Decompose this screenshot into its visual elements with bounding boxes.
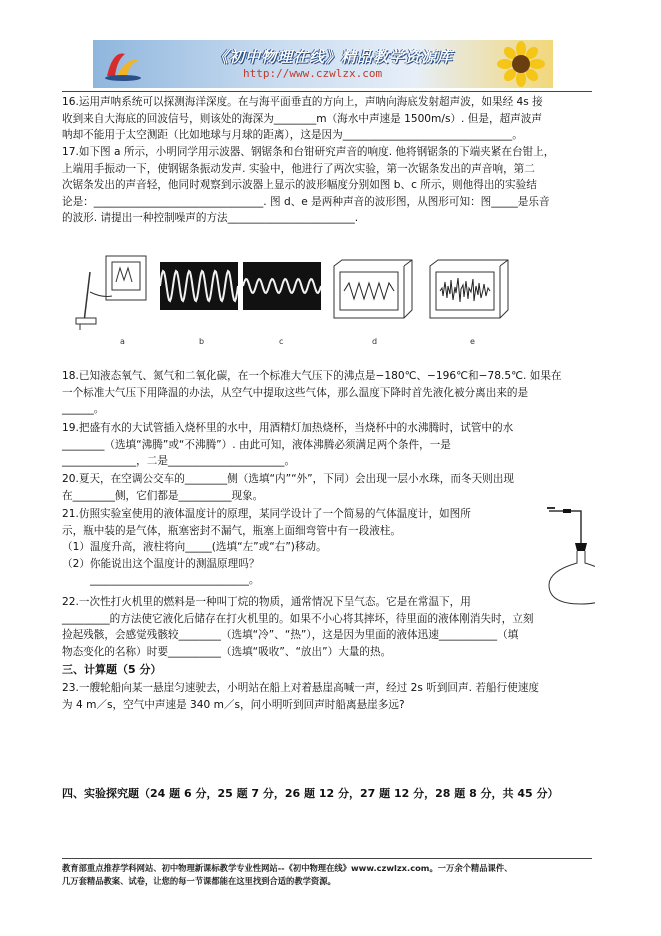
q17-line-2: 上端用手振动一下，使钢锯条振动发声. 实验中，他进行了两次实验，第一次锯条发出的声音响，第二	[62, 162, 535, 175]
q19-line-2: ________（选填“沸腾”或“不沸腾”）. 由此可知，液体沸腾必须满足两个条件，一是	[62, 438, 451, 451]
q20-line-1: 20.夏天，在空调公交车的________侧（选填“内”“外”，下同）会出现一层小水珠，而冬天则出现	[62, 473, 514, 485]
header-title: 《初中物理在线》精品教学资源库	[213, 48, 454, 66]
header-url: http://www.czwlzx.com	[243, 67, 383, 80]
q21-line-4: （2）你能说出这个温度计的测温原理吗？	[62, 557, 260, 570]
question-17	[62, 144, 584, 227]
question-22	[62, 594, 584, 660]
q16-line-3: 呐却不能用于太空测距（比如地球与月球的距离），这是因为________________________________。	[62, 129, 523, 142]
q19-line-1: 19.把盛有水的大试管插入烧杯里的水中，用酒精灯加热烧杯，当烧杯中的水沸腾时，试管中的水	[62, 422, 514, 434]
figure-d-music-wave	[332, 258, 414, 320]
q23-line-2: 为 4 m／s，空气中声速是 340 m／s，问小明听到回声时船离悬崖多远?	[62, 698, 405, 711]
q22-line-1: 22.一次性打火机里的燃料是一种叫丁烷的物质，通常情况下呈气态。它是在常温下，用	[62, 596, 471, 608]
sunflower-icon	[491, 41, 551, 87]
figure-a-oscilloscope-saw	[72, 252, 152, 332]
question-20	[62, 471, 584, 504]
q23-line-1: 23.一艘轮船向某一悬崖匀速驶去，小明站在船上对着悬崖高喊一声，经过 2s 听到回声. 若船行使速度	[62, 682, 539, 694]
site-logo-icon	[103, 46, 143, 82]
q16-line-2: 收到来自大海底的回波信号，则该处的海深为________m（海水中声速是 1500m/s）. 但是，超声波声	[62, 112, 542, 125]
question-21	[62, 506, 522, 589]
q18-line-1: 18.已知液态氧气、氮气和二氧化碳，在一个标准大气压下的沸点是−180℃、−196℃和−78.5℃. 如果在	[62, 370, 562, 382]
header-rule	[62, 91, 592, 92]
figure-label-b: b	[199, 337, 205, 346]
q19-line-3: ______________，二是______________________。	[62, 455, 296, 468]
q17-line-3: 次锯条发出的声音轻，他同时观察到示波器上显示的波形幅度分别如图 b、c 所示，则他得出的实验结	[62, 179, 537, 192]
gas-thermometer-flask	[535, 505, 595, 605]
q17-line-5: 的波形. 请提出一种控制噪声的方法________________________.	[62, 212, 359, 225]
q18-line-3: ______。	[62, 403, 105, 416]
q21-line-3: （1）温度升高，液柱将向_____(选填“左”或“右”)移动。	[62, 541, 327, 554]
q20-line-2: 在________侧，它们都是__________现象。	[62, 489, 264, 502]
figure-label-c: c	[279, 337, 284, 346]
q17-line-4: 论是：________________________________. 图 d、e 是两种声音的波形图，从图形可知：图_____是乐音	[62, 195, 550, 208]
footer-line-1: 教育部重点推荐学科网站、初中物理新课标教学专业性网站--《初中物理在线》www.czwlzx.com。一万余个精品课件、	[62, 863, 513, 873]
figure-b-loud-wave	[160, 262, 238, 310]
question-23	[62, 680, 584, 713]
question-16	[62, 94, 584, 144]
question-18	[62, 368, 584, 418]
figure-e-noise-wave	[428, 258, 510, 320]
footer	[62, 862, 597, 888]
figure-label-d: d	[372, 337, 378, 346]
q22-line-2: _________的方法使它液化后储存在打火机里的。如果不小心将其摔坏，待里面的液体刚消失时，立刻	[62, 612, 534, 625]
header-banner	[93, 40, 553, 88]
question-19	[62, 420, 584, 470]
q18-line-2: 一个标准大气压下用降温的办法，从空气中提取这些气体，那么温度下降时首先液化被分离出来的是	[62, 386, 529, 399]
footer-rule	[62, 858, 592, 859]
section-3-heading: 三、计算题（5 分）	[62, 663, 162, 676]
figure-label-e: e	[470, 337, 475, 346]
footer-line-2: 几万套精品教案、试卷，让您的每一节课都能在这里找到合适的教学资源。	[62, 876, 336, 886]
section-4-heading: 四、实验探究题（24 题 6 分，25 题 7 分，26 题 12 分，27 题 12 分，28 题 8 分，共 45 分）	[62, 787, 559, 800]
q21-line-5: ______________________________。	[90, 574, 260, 587]
figure-c-soft-wave	[243, 262, 321, 310]
q21-line-1: 21.仿照实验室使用的液体温度计的原理，某同学设计了一个简易的气体温度计，如图所	[62, 508, 471, 520]
q21-line-2: 示，瓶中装的是气体，瓶塞密封不漏气，瓶塞上面细弯管中有一段液柱。	[62, 524, 401, 537]
q22-line-4: 物态变化的名称）时要__________（选填“吸收”、“放出”）大量的热。	[62, 645, 392, 658]
q17-line-1: 17.如下图 a 所示，小明同学用示波器、钢锯条和台钳研究声音的响度. 他将钢锯条的下端夹紧在台钳上，	[62, 146, 555, 158]
q22-line-3: 捡起残骸，会感觉残骸较________（选填“冷”、“热”），这是因为里面的液体迅速___________（填	[62, 629, 519, 642]
figure-label-a: a	[120, 337, 125, 346]
q16-line-1: 16.运用声呐系统可以探测海洋深度。在与海平面垂直的方向上，声呐向海底发射超声波，如果经 4s 接	[62, 96, 543, 108]
